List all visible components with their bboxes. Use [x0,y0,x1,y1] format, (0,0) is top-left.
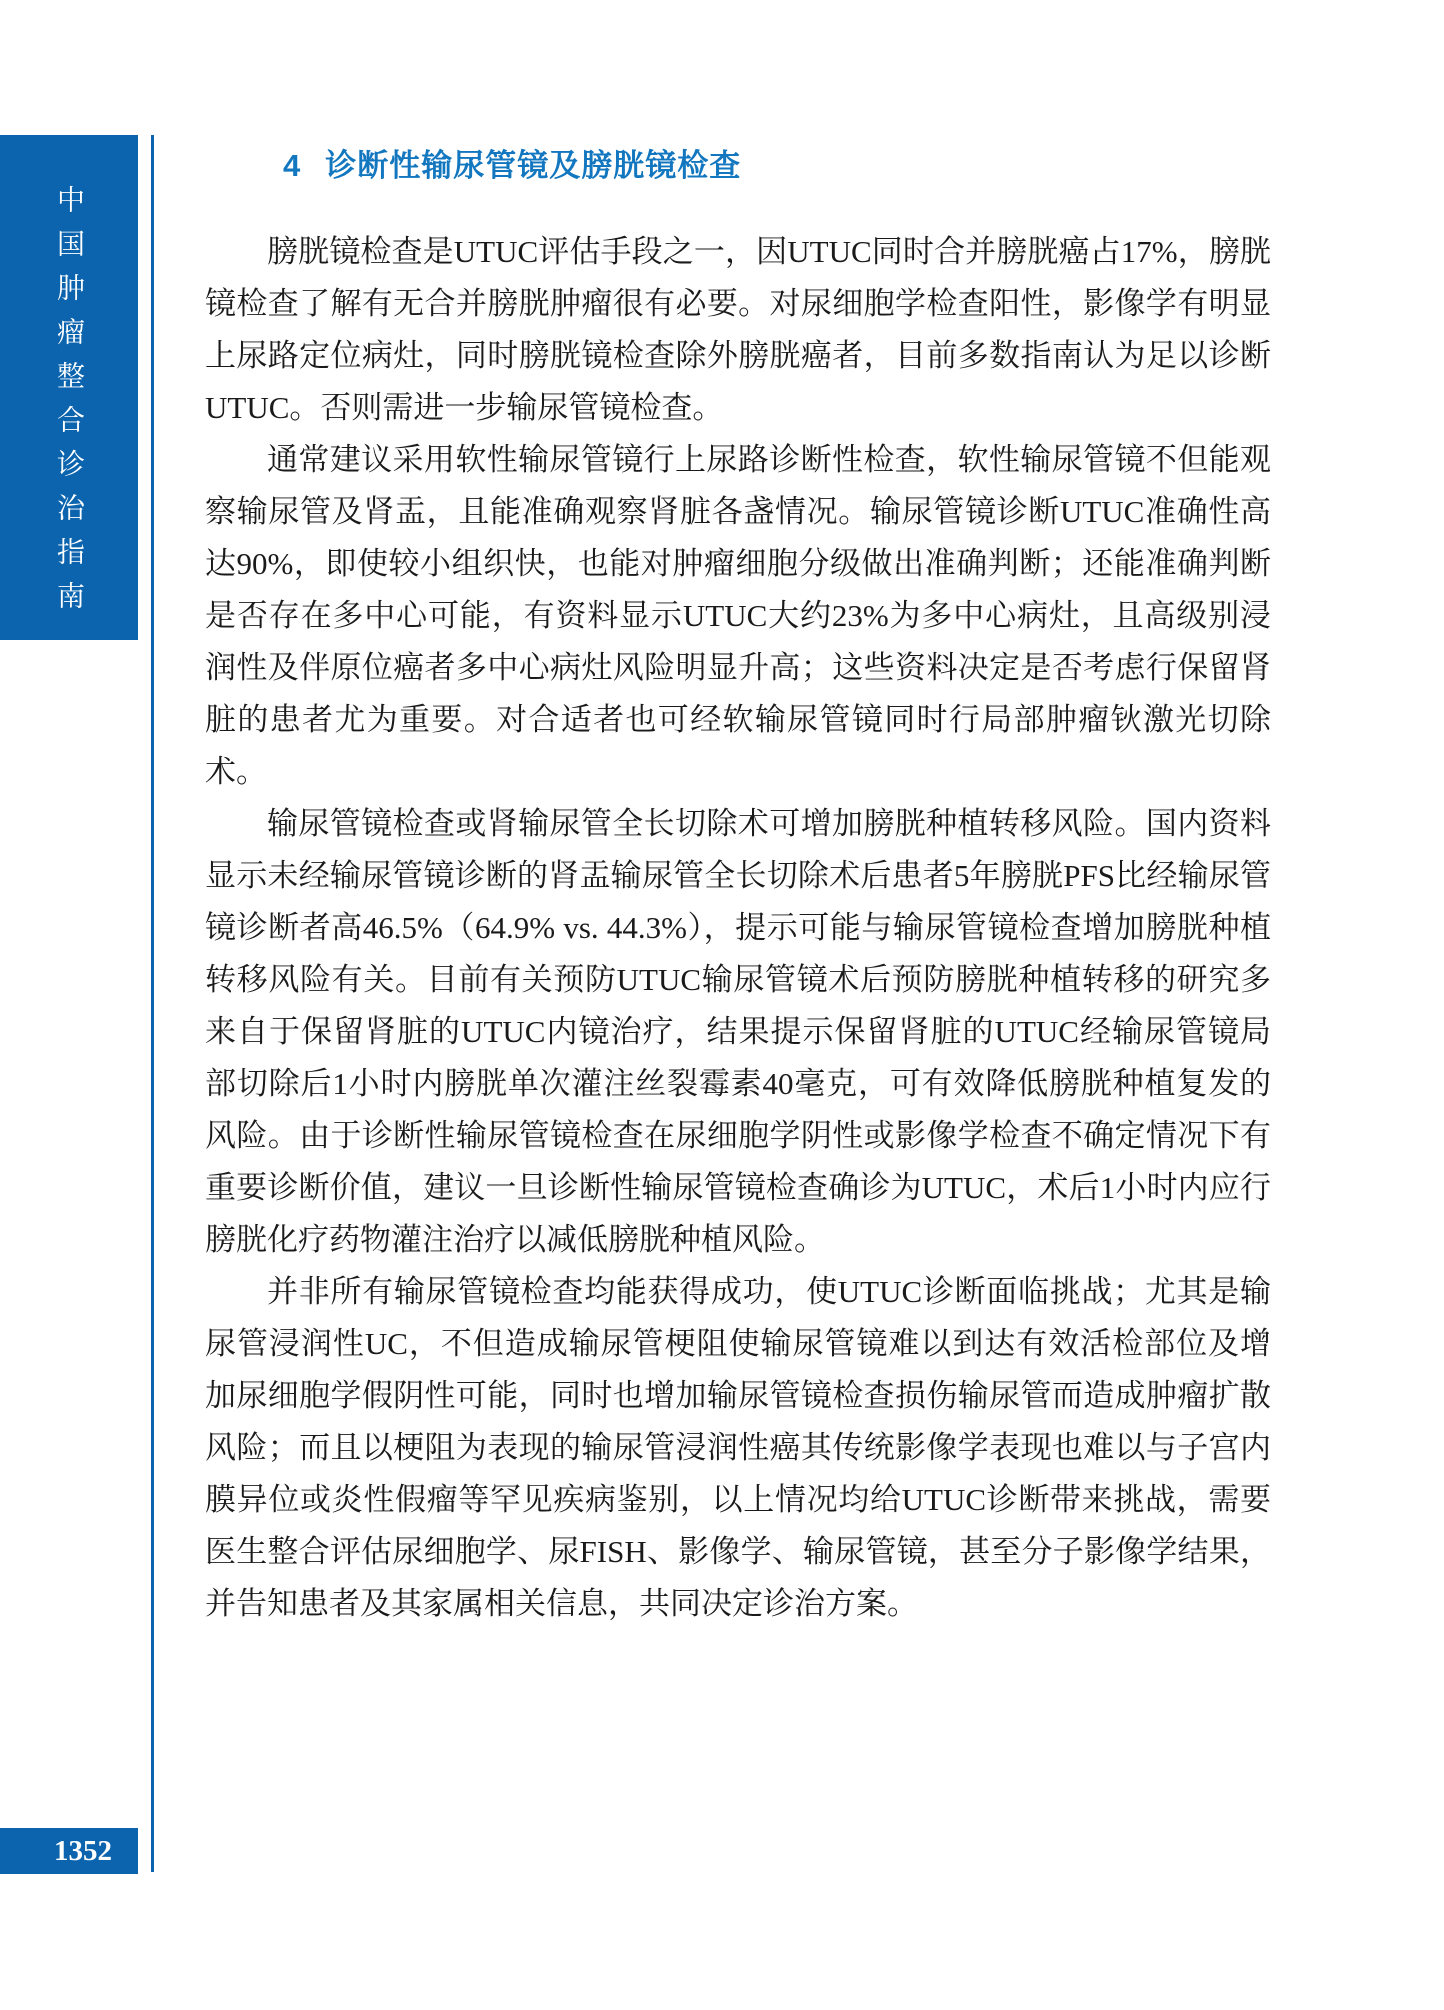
paragraph-4: 并非所有输尿管镜检查均能获得成功，使UTUC诊断面临挑战；尤其是输尿管浸润性UC，不但造成输尿管梗阻使输尿管镜难以到达有效活检部位及增加尿细胞学假阴性可能，同时也增加输尿管镜检查损伤输尿管而造成肿瘤扩散风险；而且以梗阻为表现的输尿管浸润性癌其传统影像学表现也难以与子宫内膜异位或炎性假瘤等罕见疾病鉴别，以上情况均给UTUC诊断带来挑战，需要医生整合评估尿细胞学、尿FISH、影像学、输尿管镜，甚至分子影像学结果，并告知患者及其家属相关信息，共同决定诊治方案。 [205,1274,1271,1621]
section-heading [283,140,741,185]
section-heading-title: 诊断性输尿管镜及膀胱镜检查 [325,148,742,183]
vertical-divider-rule [151,135,154,1872]
section-heading-number: 4 [283,148,302,183]
book-title-vertical-text: 中国肿瘤整合诊治指南 [54,185,85,625]
page-number-badge [0,1828,138,1874]
paragraph-2: 通常建议采用软性输尿管镜行上尿路诊断性检查，软性输尿管镜不但能观察输尿管及肾盂，且能准确观察肾脏各盏情况。输尿管镜诊断UTUC准确性高达90%，即使较小组织快，也能对肿瘤细胞分级做出准确判断；还能准确判断是否存在多中心可能，有资料显示UTUC大约23%为多中心病灶，且高级别浸润性及伴原位癌者多中心病灶风险明显升高；这些资料决定是否考虑行保留肾脏的患者尤为重要。对合适者也可经软输尿管镜同时行局部肿瘤钬激光切除术。 [205,442,1271,789]
paragraph-3: 输尿管镜检查或肾输尿管全长切除术可增加膀胱种植转移风险。国内资料显示未经输尿管镜诊断的肾盂输尿管全长切除术后患者5年膀胱PFS比经输尿管镜诊断者高46.5%（64.9% vs. 44.3%），提示可能与输尿管镜检查增加膀胱种植转移风险有关。目前有关预防UTUC输尿管镜术后预防膀胱种植转移的研究多来自于保留肾脏的UTUC内镜治疗，结果提示保留肾脏的UTUC经输尿管镜局部切除后1小时内膀胱单次灌注丝裂霉素40毫克，可有效降低膀胱种植复发的风险。由于诊断性输尿管镜检查在尿细胞学阴性或影像学检查不确定情况下有重要诊断价值，建议一旦诊断性输尿管镜检查确诊为UTUC，术后1小时内应行膀胱化疗药物灌注治疗以减低膀胱种植风险。 [205,806,1271,1257]
page-number: 1352 [54,1834,112,1867]
body-text-column [205,226,1271,1630]
paragraph-1: 膀胱镜检查是UTUC评估手段之一，因UTUC同时合并膀胱癌占17%，膀胱镜检查了解有无合并膀胱肿瘤很有必要。对尿细胞学检查阳性，影像学有明显上尿路定位病灶，同时膀胱镜检查除外膀胱癌者，目前多数指南认为足以诊断UTUC。否则需进一步输尿管镜检查。 [205,234,1271,425]
book-title-band [0,135,138,640]
